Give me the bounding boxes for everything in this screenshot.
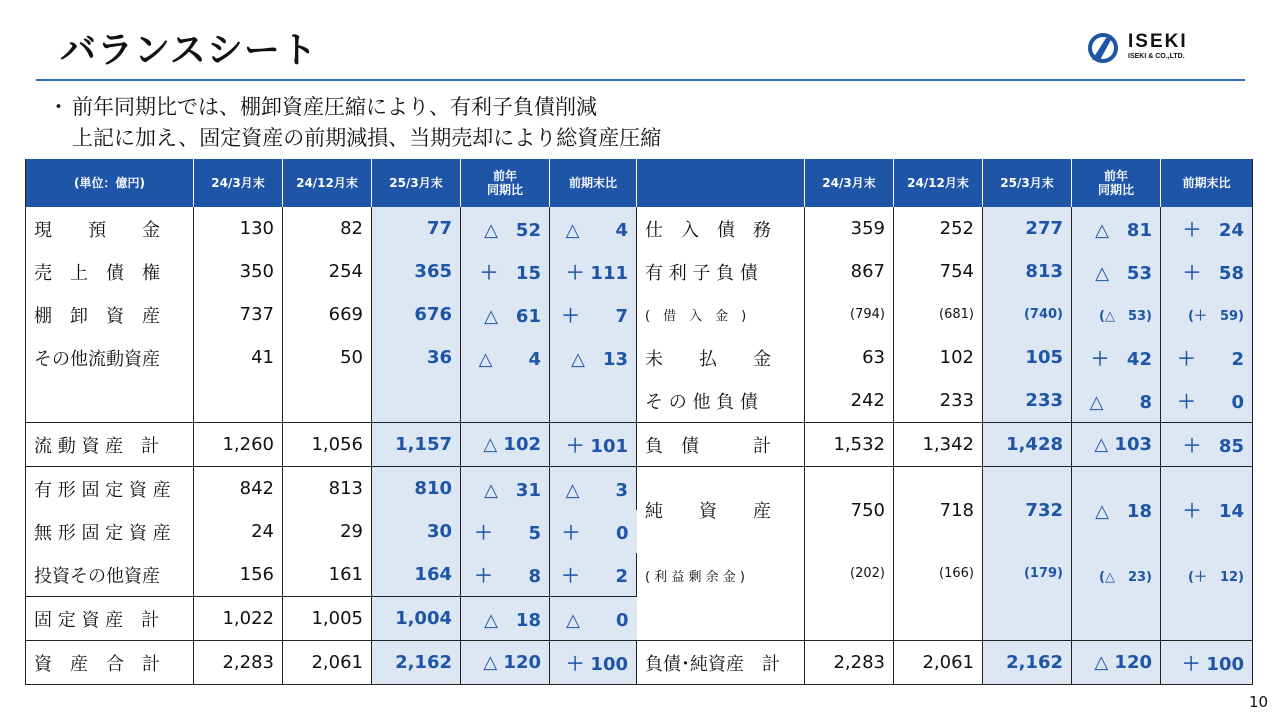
cell: 676: [372, 293, 461, 336]
row-label: 流 動 資 産 計: [26, 423, 194, 467]
row-label: 負債･純資産 計: [637, 641, 805, 685]
header-yoy: 前年 同期比: [461, 159, 550, 207]
table-row: [26, 293, 1253, 336]
cell: 1,428: [983, 423, 1072, 467]
cell: 1,342: [894, 423, 983, 467]
cell: ＋ 111: [550, 250, 637, 293]
cell: 156: [194, 553, 283, 597]
cell: 1,022: [194, 597, 283, 641]
table-row-total: [26, 641, 1253, 685]
cell: ＋ 58: [1161, 250, 1253, 293]
cell: 2,061: [894, 641, 983, 685]
header-vs-prev: 前期末比: [550, 159, 637, 207]
cell: 24: [194, 510, 283, 553]
row-label: 無 形 固 定 資 産: [26, 510, 194, 553]
cell: [461, 379, 550, 423]
row-label: 負 債 計: [637, 423, 805, 467]
cell: ＋ 85: [1161, 423, 1253, 467]
cell: △ 52: [461, 207, 550, 250]
cell: 867: [805, 250, 894, 293]
cell: (202): [805, 553, 894, 641]
row-label: 棚 卸 資 産: [26, 293, 194, 336]
cell: 359: [805, 207, 894, 250]
row-label: 有 利 子 負 債: [637, 250, 805, 293]
cell: 1,157: [372, 423, 461, 467]
cell: 252: [894, 207, 983, 250]
cell: 41: [194, 336, 283, 379]
cell: 242: [805, 379, 894, 423]
cell: 161: [283, 553, 372, 597]
row-label: 固 定 資 産 計: [26, 597, 194, 641]
header-25-3: 25/3月末: [372, 159, 461, 207]
cell: 130: [194, 207, 283, 250]
cell: 737: [194, 293, 283, 336]
header-yoy-r: 前年 同期比: [1072, 159, 1161, 207]
table-row: [26, 553, 1253, 597]
header-24-12: 24/12月末: [283, 159, 372, 207]
cell: 754: [894, 250, 983, 293]
cell: △ 31: [461, 467, 550, 511]
cell: △ 4: [461, 336, 550, 379]
header-24-12-r: 24/12月末: [894, 159, 983, 207]
row-label: 現 預 金: [26, 207, 194, 250]
cell: ＋ 24: [1161, 207, 1253, 250]
cell: ＋ 14: [1161, 467, 1253, 554]
cell: 164: [372, 553, 461, 597]
cell: 50: [283, 336, 372, 379]
cell: 810: [372, 467, 461, 511]
cell: 1,260: [194, 423, 283, 467]
cell: △ 102: [461, 423, 550, 467]
cell: ＋ 7: [550, 293, 637, 336]
cell: △ 13: [550, 336, 637, 379]
cell: ＋ 2: [1161, 336, 1253, 379]
table-row-subtotal: [26, 423, 1253, 467]
cell: (166): [894, 553, 983, 641]
row-label: 純 資 産: [637, 467, 805, 554]
cell: 842: [194, 467, 283, 511]
header-vs-prev-r: 前期末比: [1161, 159, 1253, 207]
table-row: [26, 336, 1253, 379]
cell: 233: [894, 379, 983, 423]
cell: △ 53: [1072, 250, 1161, 293]
table-row: [26, 467, 1253, 511]
cell: (△ 53): [1072, 293, 1161, 336]
header-25-3-r: 25/3月末: [983, 159, 1072, 207]
cell: 669: [283, 293, 372, 336]
cell: 350: [194, 250, 283, 293]
cell: 750: [805, 467, 894, 554]
cell: (740): [983, 293, 1072, 336]
cell: (794): [805, 293, 894, 336]
cell: 233: [983, 379, 1072, 423]
cell: 718: [894, 467, 983, 554]
cell: ＋ 15: [461, 250, 550, 293]
bullet-marker: ・: [48, 95, 69, 119]
table-header-row: [26, 159, 1253, 207]
row-label: 投資その他資産: [26, 553, 194, 597]
cell: 1,056: [283, 423, 372, 467]
cell: (681): [894, 293, 983, 336]
cell: [372, 379, 461, 423]
cell: 63: [805, 336, 894, 379]
row-label: 仕 入 債 務: [637, 207, 805, 250]
cell: (＋ 59): [1161, 293, 1253, 336]
cell: 77: [372, 207, 461, 250]
header-24-3: 24/3月末: [194, 159, 283, 207]
cell: △ 120: [461, 641, 550, 685]
cell: ＋ 5: [461, 510, 550, 553]
header-unit: (単位：億円): [26, 159, 194, 207]
page-title: バランスシート: [60, 30, 318, 71]
cell: △ 81: [1072, 207, 1161, 250]
cell: [194, 379, 283, 423]
cell: [550, 379, 637, 423]
cell: 29: [283, 510, 372, 553]
header-24-3-r: 24/3月末: [805, 159, 894, 207]
summary-line-2: 上記に加え、固定資産の前期減損、当期売却により総資産圧縮: [72, 126, 662, 150]
summary-line-1: 前年同期比では、棚卸資産圧縮により、有利子負債削減: [72, 95, 597, 119]
balance-sheet-table: [25, 159, 1253, 685]
cell: 365: [372, 250, 461, 293]
cell: △ 61: [461, 293, 550, 336]
table-row: [26, 379, 1253, 423]
cell: 1,004: [372, 597, 461, 641]
title-rule: [36, 79, 1245, 81]
table-row: [26, 250, 1253, 293]
cell: 2,061: [283, 641, 372, 685]
cell: ＋ 100: [1161, 641, 1253, 685]
cell: 2,283: [805, 641, 894, 685]
row-label: [26, 379, 194, 423]
cell: 1,005: [283, 597, 372, 641]
cell: △ 4: [550, 207, 637, 250]
cell: ＋ 100: [550, 641, 637, 685]
cell: △ 18: [1072, 467, 1161, 554]
cell: 102: [894, 336, 983, 379]
cell: 2,162: [983, 641, 1072, 685]
cell: △ 0: [550, 597, 637, 641]
cell: ＋ 0: [1161, 379, 1253, 423]
header-blank: [637, 159, 805, 207]
cell: 82: [283, 207, 372, 250]
cell: 2,162: [372, 641, 461, 685]
cell: ＋ 2: [550, 553, 637, 597]
row-label: 未 払 金: [637, 336, 805, 379]
cell: [283, 379, 372, 423]
cell: 36: [372, 336, 461, 379]
row-label: その他流動資産: [26, 336, 194, 379]
cell: 254: [283, 250, 372, 293]
row-label: そ の 他 負 債: [637, 379, 805, 423]
cell: (＋ 12): [1161, 553, 1253, 641]
cell: (△ 23): [1072, 553, 1161, 641]
row-label: ( 借 入 金 ): [637, 293, 805, 336]
cell: 732: [983, 467, 1072, 554]
cell: △ 3: [550, 467, 637, 511]
cell: (179): [983, 553, 1072, 641]
cell: ＋ 101: [550, 423, 637, 467]
cell: ＋ 8: [461, 553, 550, 597]
row-label: 有 形 固 定 資 産: [26, 467, 194, 511]
cell: 813: [283, 467, 372, 511]
row-label: 資 産 合 計: [26, 641, 194, 685]
cell: 277: [983, 207, 1072, 250]
row-label: ( 利 益 剰 余 金 ): [637, 553, 805, 641]
page-number: 10: [1249, 693, 1269, 711]
cell: 813: [983, 250, 1072, 293]
cell: △ 18: [461, 597, 550, 641]
brand-sub: ISEKI & CO.,LTD.: [1128, 53, 1185, 60]
cell: ＋ 42: [1072, 336, 1161, 379]
cell: △ 103: [1072, 423, 1161, 467]
row-label: 売 上 債 権: [26, 250, 194, 293]
brand-name: ISEKI: [1128, 31, 1188, 52]
cell: 1,532: [805, 423, 894, 467]
cell: △ 8: [1072, 379, 1161, 423]
cell: ＋ 0: [550, 510, 637, 553]
cell: 30: [372, 510, 461, 553]
cell: 2,283: [194, 641, 283, 685]
cell: 105: [983, 336, 1072, 379]
cell: △ 120: [1072, 641, 1161, 685]
table-row: [26, 207, 1253, 250]
